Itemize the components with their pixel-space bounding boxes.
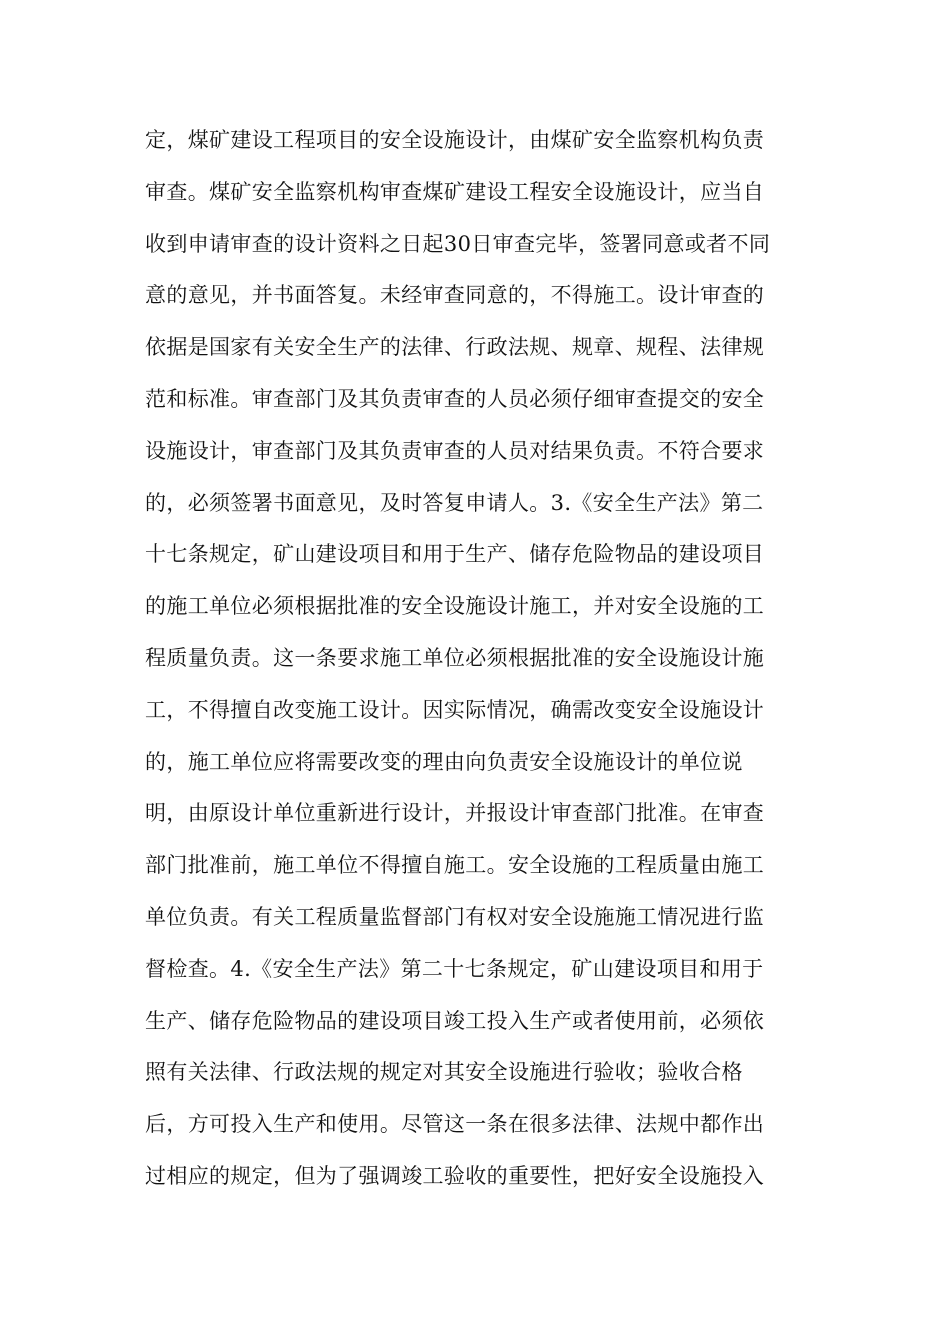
text-line: 十七条规定，矿山建设项目和用于生产、储存危险物品的建设项目 [145, 542, 765, 567]
text-line: 督检查。4.《安全生产法》第二十七条规定，矿山建设项目和用于 [145, 956, 764, 981]
text-line: 设施设计，审查部门及其负责审查的人员对结果负责。不符合要求 [145, 438, 765, 463]
text-line: 生产、储存危险物品的建设项目竣工投入生产或者使用前，必须依 [145, 1008, 765, 1033]
body-text [145, 115, 805, 1203]
text-line: 的施工单位必须根据批准的安全设施设计施工，并对安全设施的工 [145, 594, 765, 619]
text-line: 后，方可投入生产和使用。尽管这一条在很多法律、法规中都作出 [145, 1112, 765, 1137]
text-line: 程质量负责。这一条要求施工单位必须根据批准的安全设施设计施 [145, 645, 765, 670]
text-line: 的，施工单位应将需要改变的理由向负责安全设施设计的单位说 [145, 749, 743, 774]
text-line: 依据是国家有关安全生产的法律、行政法规、规章、规程、法律规 [145, 335, 765, 360]
text-line: 照有关法律、行政法规的规定对其安全设施进行验收；验收合格 [145, 1060, 743, 1085]
text-line: 定，煤矿建设工程项目的安全设施设计，由煤矿安全监察机构负责 [145, 128, 765, 152]
text-line: 部门批准前，施工单位不得擅自施工。安全设施的工程质量由施工 [145, 853, 765, 878]
text-line: 收到申请审查的设计资料之日起30日审查完毕，签署同意或者不同 [145, 231, 771, 256]
text-line: 工，不得擅自改变施工设计。因实际情况，确需改变安全设施设计 [145, 697, 765, 722]
text-line: 意的意见，并书面答复。未经审查同意的，不得施工。设计审查的 [145, 283, 765, 308]
text-line: 范和标准。审查部门及其负责审查的人员必须仔细审查提交的安全 [145, 386, 765, 411]
text-line: 单位负责。有关工程质量监督部门有权对安全设施施工情况进行监 [145, 904, 765, 929]
text-line: 明，由原设计单位重新进行设计，并报设计审查部门批准。在审查 [145, 801, 765, 826]
text-line: 的，必须签署书面意见，及时答复申请人。3.《安全生产法》第二 [145, 490, 764, 515]
text-line: 审查。煤矿安全监察机构审查煤矿建设工程安全设施设计，应当自 [145, 179, 765, 204]
text-line: 过相应的规定，但为了强调竣工验收的重要性，把好安全设施投入 [145, 1163, 765, 1188]
